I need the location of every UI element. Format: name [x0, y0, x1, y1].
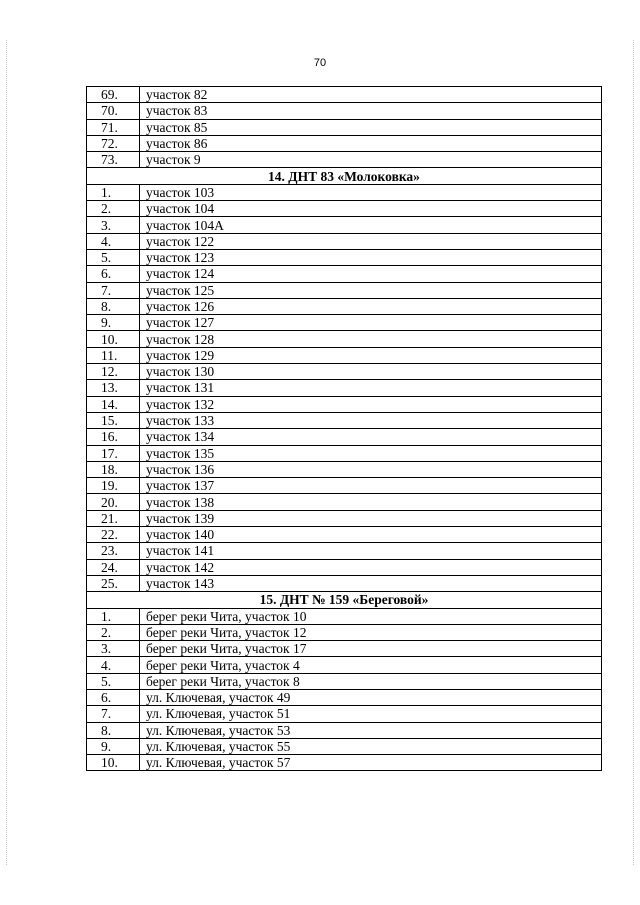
row-number: 9.: [87, 738, 140, 754]
row-number: 14.: [87, 396, 140, 412]
row-description: участок 124: [140, 266, 602, 282]
row-number: 12.: [87, 364, 140, 380]
row-number: 15.: [87, 412, 140, 428]
table-row: [87, 119, 602, 135]
row-number: 8.: [87, 722, 140, 738]
row-number: 19.: [87, 478, 140, 494]
row-description: участок 85: [140, 119, 602, 135]
table-row: [87, 249, 602, 265]
row-number: 3.: [87, 217, 140, 233]
row-number: 1.: [87, 184, 140, 200]
row-number: 73.: [87, 152, 140, 168]
row-number: 7.: [87, 706, 140, 722]
row-description: участок 143: [140, 575, 602, 591]
row-description: участок 131: [140, 380, 602, 396]
table-row: [87, 412, 602, 428]
row-description: участок 129: [140, 347, 602, 363]
row-number: 23.: [87, 543, 140, 559]
row-description: ул. Ключевая, участок 49: [140, 689, 602, 705]
table-row: [87, 478, 602, 494]
table-row: [87, 559, 602, 575]
section-header-row: [87, 168, 602, 184]
section-title: 14. ДНТ 83 «Молоковка»: [87, 168, 602, 184]
table-row: [87, 722, 602, 738]
table-row: [87, 755, 602, 771]
row-description: участок 126: [140, 298, 602, 314]
row-description: участок 103: [140, 184, 602, 200]
row-number: 9.: [87, 315, 140, 331]
row-number: 70.: [87, 103, 140, 119]
table-row: [87, 461, 602, 477]
table-row: [87, 152, 602, 168]
row-description: участок 140: [140, 527, 602, 543]
row-number: 20.: [87, 494, 140, 510]
row-description: берег реки Чита, участок 17: [140, 641, 602, 657]
table-row: [87, 445, 602, 461]
row-number: 5.: [87, 673, 140, 689]
row-description: участок 134: [140, 429, 602, 445]
table-row: [87, 364, 602, 380]
parcel-table-grid: [86, 86, 602, 771]
table-row: [87, 657, 602, 673]
row-description: участок 138: [140, 494, 602, 510]
row-description: участок 127: [140, 315, 602, 331]
row-description: участок 137: [140, 478, 602, 494]
row-description: ул. Ключевая, участок 55: [140, 738, 602, 754]
table-row: [87, 738, 602, 754]
row-number: 17.: [87, 445, 140, 461]
row-number: 10.: [87, 755, 140, 771]
row-number: 7.: [87, 282, 140, 298]
parcel-table: [86, 86, 602, 771]
table-row: [87, 266, 602, 282]
row-description: участок 104А: [140, 217, 602, 233]
table-row: [87, 315, 602, 331]
section-header-row: [87, 592, 602, 608]
row-number: 11.: [87, 347, 140, 363]
table-row: [87, 380, 602, 396]
row-number: 22.: [87, 527, 140, 543]
row-description: берег реки Чита, участок 12: [140, 624, 602, 640]
row-description: участок 132: [140, 396, 602, 412]
row-description: берег реки Чита, участок 10: [140, 608, 602, 624]
row-description: участок 130: [140, 364, 602, 380]
row-description: участок 141: [140, 543, 602, 559]
row-number: 5.: [87, 249, 140, 265]
table-row: [87, 217, 602, 233]
section-title: 15. ДНТ № 159 «Береговой»: [87, 592, 602, 608]
table-row: [87, 641, 602, 657]
row-description: участок 136: [140, 461, 602, 477]
row-number: 18.: [87, 461, 140, 477]
table-row: [87, 575, 602, 591]
row-description: участок 125: [140, 282, 602, 298]
row-number: 6.: [87, 689, 140, 705]
row-description: ул. Ключевая, участок 51: [140, 706, 602, 722]
table-row: [87, 608, 602, 624]
row-description: ул. Ключевая, участок 57: [140, 755, 602, 771]
table-row: [87, 527, 602, 543]
table-row: [87, 689, 602, 705]
row-number: 25.: [87, 575, 140, 591]
row-description: участок 133: [140, 412, 602, 428]
table-row: [87, 624, 602, 640]
table-row: [87, 331, 602, 347]
row-number: 3.: [87, 641, 140, 657]
row-description: участок 9: [140, 152, 602, 168]
table-row: [87, 494, 602, 510]
table-row: [87, 347, 602, 363]
row-number: 21.: [87, 510, 140, 526]
row-number: 69.: [87, 87, 140, 103]
row-number: 2.: [87, 624, 140, 640]
row-description: участок 142: [140, 559, 602, 575]
table-row: [87, 298, 602, 314]
table-row: [87, 184, 602, 200]
table-row: [87, 396, 602, 412]
table-row: [87, 201, 602, 217]
row-description: участок 83: [140, 103, 602, 119]
table-row: [87, 429, 602, 445]
row-description: берег реки Чита, участок 4: [140, 657, 602, 673]
row-description: участок 139: [140, 510, 602, 526]
row-number: 1.: [87, 608, 140, 624]
row-number: 24.: [87, 559, 140, 575]
table-row: [87, 233, 602, 249]
row-number: 16.: [87, 429, 140, 445]
table-row: [87, 135, 602, 151]
scan-edge-left: [6, 40, 8, 865]
row-description: берег реки Чита, участок 8: [140, 673, 602, 689]
table-body: [87, 87, 602, 771]
row-number: 72.: [87, 135, 140, 151]
row-number: 4.: [87, 233, 140, 249]
table-row: [87, 103, 602, 119]
row-description: участок 122: [140, 233, 602, 249]
row-description: участок 82: [140, 87, 602, 103]
scan-edge-right: [633, 40, 635, 865]
row-description: участок 86: [140, 135, 602, 151]
table-row: [87, 510, 602, 526]
table-row: [87, 706, 602, 722]
row-number: 6.: [87, 266, 140, 282]
row-number: 10.: [87, 331, 140, 347]
table-row: [87, 673, 602, 689]
row-number: 13.: [87, 380, 140, 396]
page-number: 70: [313, 57, 327, 69]
row-number: 8.: [87, 298, 140, 314]
table-row: [87, 543, 602, 559]
row-number: 2.: [87, 201, 140, 217]
row-description: участок 104: [140, 201, 602, 217]
row-number: 4.: [87, 657, 140, 673]
row-description: участок 123: [140, 249, 602, 265]
table-row: [87, 87, 602, 103]
row-description: участок 128: [140, 331, 602, 347]
table-row: [87, 282, 602, 298]
row-number: 71.: [87, 119, 140, 135]
row-description: ул. Ключевая, участок 53: [140, 722, 602, 738]
row-description: участок 135: [140, 445, 602, 461]
